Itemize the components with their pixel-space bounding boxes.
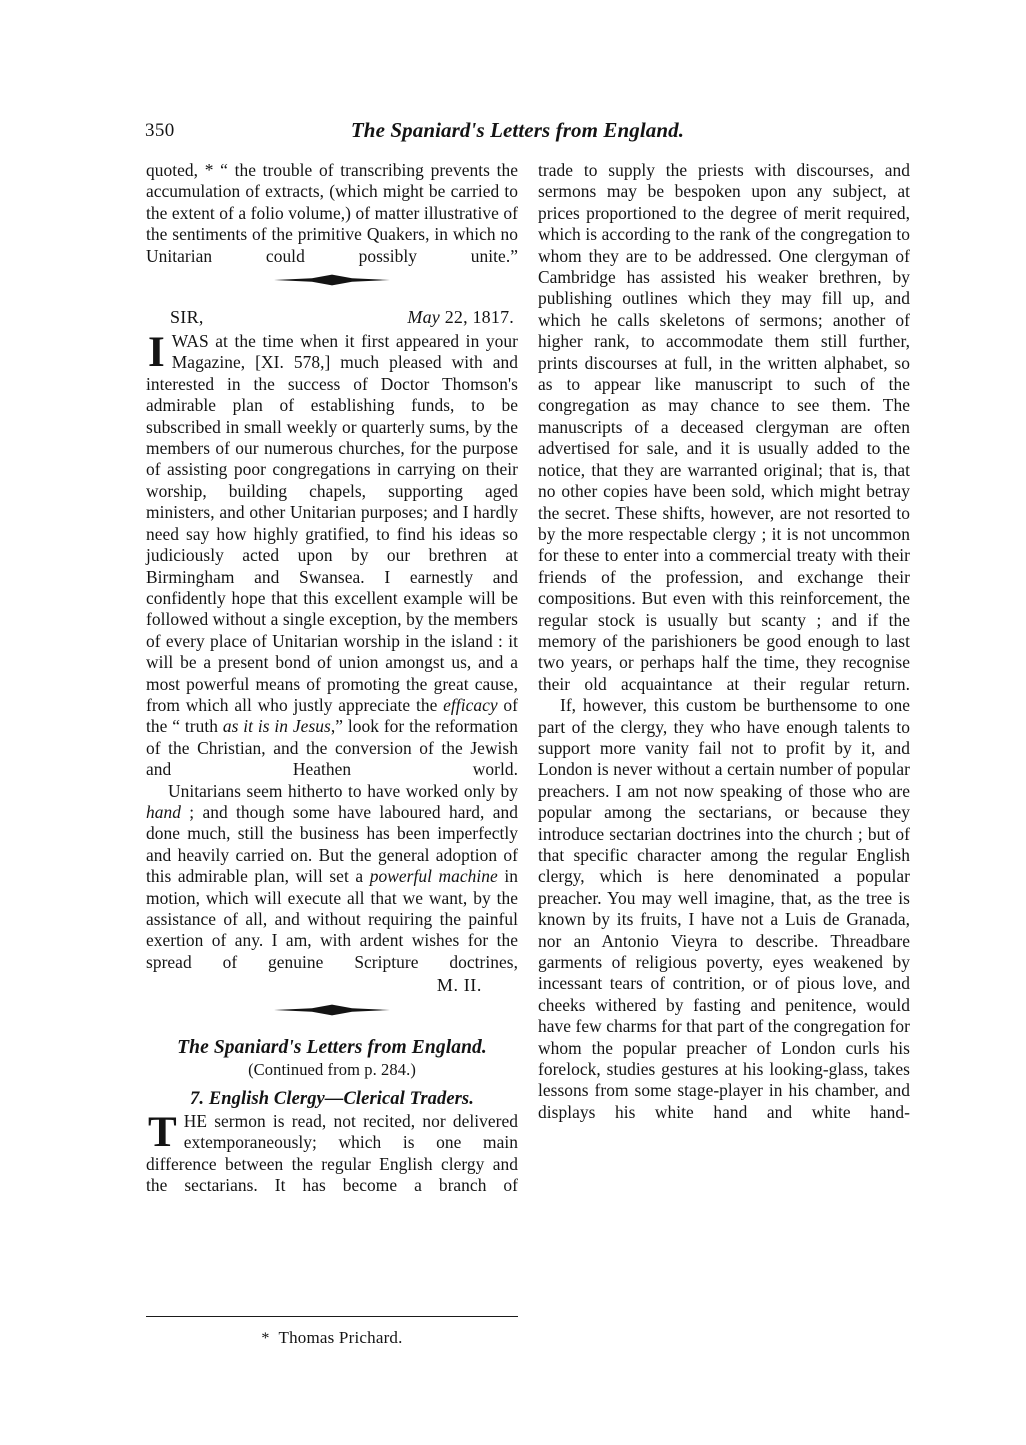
letter-paragraph-2	[146, 781, 518, 974]
right-paragraph-1-text: trade to supply the priests with discourses, and sermons may be bespoken upon any subject, at prices proportioned to the degree of merit required, which is according to the rank of the congregation to whom they are to be addressed. One clergyman of Cambridge has assisted his weaker brethren, by publishing outlines which they may fill up, and which he calls skeletons of sermons; another of higher rank, to accommodate them still further, prints discourses at full, in the written alphabet, so as to appear like manuscript to such of the congregation as may chance to see them. The manuscripts of a deceased clergyman are often advertised for sale, and it is usually added to the notice, that they are warranted original; that is, that no other copies have been sold, which might betray the secret. These shifts, however, are not resorted to by the more respectable clergy ; it is not uncommon for these to enter into a commercial treaty with their friends of the profession, and exchange their compositions. But even with this reinforcement, the regular stock is usually but scanty ; and if the memory of the parishioners be good enough to last two years, or perhaps half the time, they recognise their old acquaintance at their regular return.	[538, 160, 910, 694]
article-section-heading: 7. English Clergy—Clerical Traders.	[190, 1089, 474, 1110]
article-paragraph-1-text: HE sermon is read, not recited, nor delivered extemporaneously; which is one main difference between the regular English clergy and the sectarians. It has become a branch of	[146, 1110, 518, 1196]
leaf-ornament-divider-2	[146, 1003, 518, 1033]
leaf-ornament-divider-1	[146, 273, 518, 303]
letter-paragraph-2-text-a: Unitarians seem hitherto to have worked only by	[168, 780, 518, 801]
article-title: The Spaniard's Letters from England.	[177, 1036, 487, 1058]
letter-paragraph-2-text-b: ; and though some have laboured hard, and done much, still the business has been imperfectly and heavily carried on. But the general adoption of this admirable plan, will set a	[146, 801, 518, 887]
quoted-paragraph	[146, 160, 518, 267]
footnote-line	[146, 1328, 518, 1348]
letter-paragraph-2-text-c: in motion, which will execute all that we want, by the assistance of all, and without requiring the painful exertion of any. I am, with ardent wishes for the spread of genuine Scripture doctrines,	[146, 866, 518, 972]
right-paragraph-1	[538, 160, 910, 695]
letter-paragraph-1-text-a: WAS at the time when it first appeared in your Magazine, [XI. 578,] much pleased with and interested in the success of Doctor Thomson's admirable plan of establishing funds, to be subscribed in small weekly or quarterly sums, by the members of our numerous churches, for the purpose of assisting poor congregations in carrying on their worship, building chapels, supporting aged ministers, and other Unitarian purposes; and I hardly need say how highly gratified, to find his ideas so judiciously acted upon by our brethren at Birmingham and Swansea. I earnestly and confidently hope that this excellent example will be followed without a single exception, by the members of every place of Unitarian worship in the island : it will be a present bond of union amongst us, and a most powerful means of promoting the great cause, from which all who justly appreciate the	[146, 331, 518, 715]
letter-signature: M. II.	[436, 975, 482, 996]
page-folio-number: 350	[145, 120, 175, 141]
letter-emphasis-hand: hand	[146, 801, 181, 822]
letter-date-month: May	[407, 307, 440, 328]
quoted-paragraph-text: quoted, * “ the trouble of transcribing prevents the accumulation of extracts, (which might be carried to the extent of a folio volume,) of matter illustrative of the sentiments of the primitive Quakers, in which no Unitarian could possibly unite.”	[146, 160, 518, 266]
letter-emphasis-powerful-machine: powerful machine	[369, 866, 498, 887]
running-head	[145, 118, 890, 146]
right-paragraph-2	[538, 695, 910, 1123]
letter-paragraph-1	[146, 331, 518, 781]
salutation-line	[146, 307, 518, 331]
letter-paragraph-1-text-b: of the “ truth	[146, 694, 518, 737]
footnote-marker: *	[261, 1330, 270, 1347]
running-head-title: The Spaniard's Letters from England.	[350, 118, 685, 142]
article-drop-cap: T	[148, 1108, 177, 1156]
right-paragraph-2-text: If, however, this custom be burthensome to one part of the clergy, they who have enough talents to support more vanity fail not to profit by it, and London is never without a certain number of popular preachers. I am not now speaking of those who are popular among the sectarians, or because they introduce sectarian doctrines into the church ; but of that specific character among the regular English clergy, which is here denominated a popular preacher. You may well imagine, that, as the tree is known by its fruits, I have not a Luis de Granada, nor an Antonio Vieyra to describe. Threadbare garments of religious poverty, eyes weakened by incessant tears of contrition, or of pious love, and cheeks withered by fasting and penitence, would have few charms for that part of the congregation for whom the popular preacher of London curls his forelock, studies gestures at his looking-glass, takes lessons from some stage-player in his chamber, and displays his white hand and white hand-	[538, 695, 910, 1122]
salutation-sir: SIR,	[170, 307, 204, 328]
letter-drop-cap: I	[148, 329, 165, 377]
article-paragraph-1	[146, 1108, 518, 1197]
letter-emphasis-jesus: as it is in Jesus	[222, 716, 331, 737]
footnote-rule	[146, 1316, 518, 1317]
left-column	[146, 160, 518, 1196]
footnote-block	[146, 1316, 518, 1348]
letter-date-daymonth: 22, 1817.	[444, 307, 514, 328]
footnote-text: Thomas Prichard.	[278, 1328, 403, 1347]
letter-paragraph-1-text-c: ,” look for the reformation of the Christian, and the conversion of the Jewish and Heathen world.	[146, 716, 518, 780]
letter-date	[407, 307, 514, 328]
letter-emphasis-efficacy: efficacy	[443, 694, 498, 715]
right-column	[538, 160, 910, 1123]
article-continued-note: (Continued from p. 284.)	[248, 1060, 416, 1080]
